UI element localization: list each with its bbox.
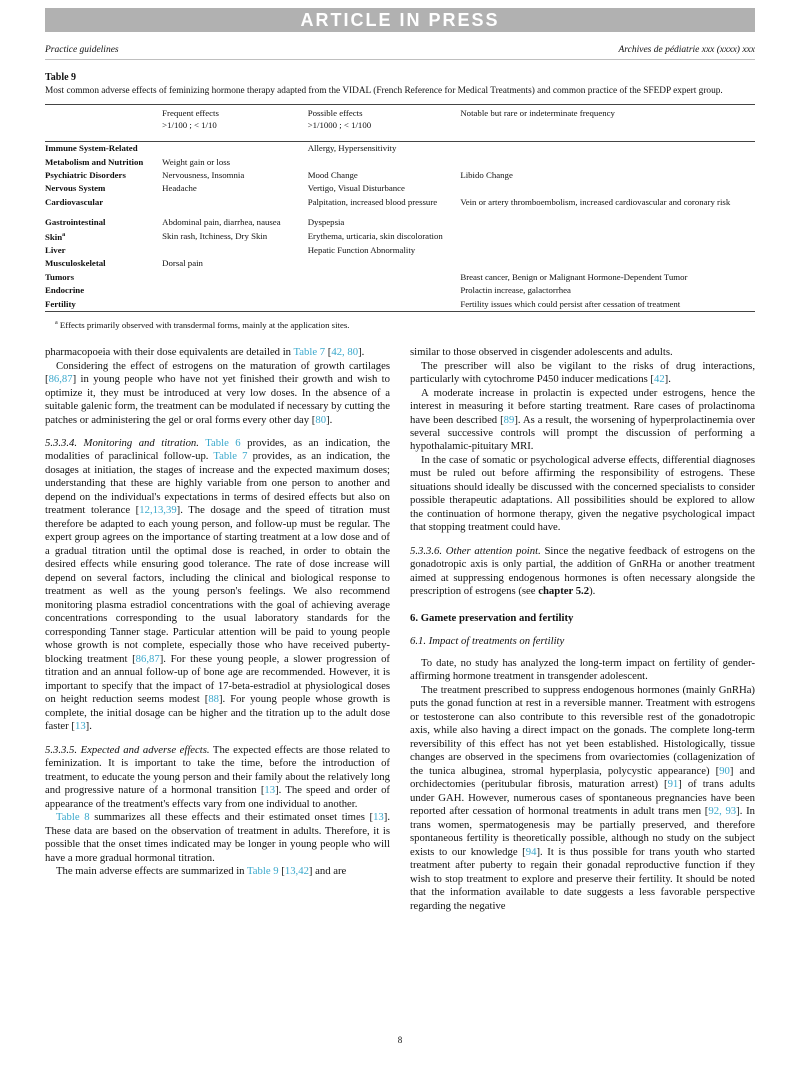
table-column-header [45,105,162,142]
table-row-category: Tumors [45,271,75,282]
citation-link[interactable]: 13 [373,811,384,824]
table-cell-possible: Hepatic Function Abnormality [307,244,416,255]
paragraph [45,346,390,359]
table-row [45,182,755,195]
table-cell-possible [308,257,461,270]
table-cell-rare [460,230,755,244]
table-row-category: Liver [45,244,66,255]
citation-link[interactable]: 89 [503,413,515,426]
table-row-category: Psychiatric Disorders [45,169,126,180]
text-segment: [ [278,865,285,878]
table-cell-rare: Breast cancer, Benign or Malignant Hormone-Dependent Tumor [460,271,688,282]
right-column [410,346,755,913]
text-segment: To date, no study has analyzed the long-term impact on fertility of gender-affirming hormone treatment in transgender adolescent. [410,656,755,683]
table-cell-frequent: Skin rash, Itchiness, Dry Skin [162,230,268,241]
left-column [45,346,390,913]
text-segment: ]. [358,346,365,359]
table-cell-frequent: Headache [162,183,197,194]
text-segment: Since the negative feedback of estrogens on the gonadotropic axis is only partial, the addition of GnRHa or another treatment aimed at suppressing endogenous hormones is often necessary alongside the prescription of estrogens (see [410,544,755,598]
bold-text: chapter 5.2 [538,585,590,598]
text-segment: ] of trans adults under GAH. However, numerous cases of spontaneous pregnancies have been reported after cessation of hormonal treatments in adult trans men [ [410,778,756,818]
table-cell-rare: Vein or artery thromboembolism, increased cardiovascular and coronary risk [460,196,731,207]
table-row [45,244,755,257]
text-segment: A moderate increase in prolactin is expected under estrogens, hence the interest in measuring it before starting treatment. Rare cases of prolactinoma have been described [ [410,386,755,426]
paragraph [45,437,390,734]
paragraph [45,744,390,811]
table-row [45,142,755,156]
table-cell-frequent [162,284,308,297]
citation-link[interactable]: 91 [667,778,679,791]
table-label: Table 9 [45,72,77,83]
citation-link[interactable]: 13,42 [284,865,309,878]
table-cell-possible [308,156,461,169]
table-cell-frequent [162,271,308,284]
table-row [45,284,755,297]
table-row-category: Endocrine [45,285,85,296]
text-segment: ]. [85,720,92,733]
table-column-header: Frequent effects >1/100 ; < 1/10 [162,108,219,130]
text-segment: ]. For young people whose growth is complete, the initial dosage can be higher and the titration up to the adult dose faster [ [45,693,390,733]
citation-link[interactable]: 90 [719,764,730,777]
table-cell-possible [308,271,461,284]
table-footnote [45,320,755,330]
table-cell-rare [460,244,755,257]
citation-link[interactable]: 42 [653,373,665,386]
table-cell-rare: Libido Change [460,169,513,180]
table-row [45,156,755,169]
citation-link[interactable]: 88 [208,693,219,706]
table-row-category: Fertility [45,298,76,309]
text-segment: The prescriber will also be vigilant to the risks of drug interactions, particularly with cytochrome P450 inducer medications [ [410,359,755,386]
table-cell-possible: Vertigo, Visual Disturbance [307,183,405,194]
text-segment: ]. In trans women, spermatogenesis may be partially preserved, and therefore spontaneous fertility is theoretically possible, although no study on the subject exists to our knowledge [ [410,805,756,858]
table-cell-rare [460,209,755,229]
footnote-marker: a [55,320,58,327]
table-cell-frequent: Dorsal pain [162,258,203,269]
citation-link[interactable]: Table 9 [247,865,279,878]
paragraph [45,360,390,427]
citation-link[interactable]: Table 7 [213,450,248,463]
text-segment: ]. These data are based on the observation of treatment in adults. Therefore, it is possible that the onset times indicated may be longer in young people who will have a more gradual hormonal titration. [45,811,390,864]
table-row [45,169,755,182]
table-cell-possible: Mood Change [307,169,358,180]
paragraph [410,346,755,359]
section-heading: 6. Gamete preservation and fertility [410,611,574,624]
table-cell-rare: Fertility issues which could persist after cessation of treatment [460,298,681,309]
paragraph [410,657,755,684]
run-in-heading: 5.3.3.5. Expected and adverse effects. [45,743,210,756]
citation-link[interactable]: 92, 93 [708,805,737,818]
journal-section-label: Practice guidelines [45,45,119,55]
citation-link[interactable]: Table 7 [293,346,326,359]
paragraph [45,811,390,865]
paragraph [410,684,755,913]
table-cell-frequent [162,196,308,209]
paragraph [45,865,390,878]
citation-link[interactable]: 94 [525,845,537,858]
table-cell-rare [460,156,755,169]
table-body [45,142,755,312]
table-cell-frequent: Nervousness, Insomnia [162,169,245,180]
paragraph [410,387,755,454]
text-segment: similar to those observed in cisgender adolescents and adults. [410,346,673,359]
citation-link[interactable]: 86,87 [135,652,160,665]
table-cell-frequent: Abdominal pain, diarrhea, nausea [162,217,281,228]
table-row [45,230,755,244]
table-cell-possible: Erythema, urticaria, skin discoloration [307,230,443,241]
subsection-heading: 6.1. Impact of treatments on fertility [410,634,565,647]
text-segment: ]. The dosage and the speed of titration must therefore be adapted to each young person, and follow-up must be regular. The expert group agrees on the importance of starting treatment at a low dose and of a gradual titration until the optimal dose is reached, in order to obtain the desired effects while ensuring good tolerance. The rate of dose increase will depend on several factors, including the clinical and biological response to treatment as well as the young person's feelings. We also recommend monitoring plasma estradiol concentrations with the goal of achieving average concentrations corresponding to the usual laboratory standards for the corresponding Tanner stage. Particular attention will be paid to young people whose growth is not complete, especially those who have received puberty-blocking treatment [ [45,504,390,665]
text-segment: Considering the effect of estrogens on the maturation of growth cartilages [ [45,359,390,386]
table-cell-rare [460,142,755,156]
paragraph [410,545,755,599]
article-in-press-banner: ARTICLE IN PRESS [45,8,755,32]
citation-link[interactable]: 13 [264,784,276,797]
text-segment: ] and orchidectomies (peritubular fibrosis, maturation arrest) [ [410,764,755,791]
text-segment: The expected effects are those related to feminization. It is important to take the time, before the introduction of treatment, to educate the young person and their family about the relatively long and progressive nature of a hormonal transition [ [45,743,390,797]
table-cell-rare [460,257,755,270]
text-segment: [ [325,346,332,359]
table-row [45,196,755,209]
text-segment: ). [589,585,596,598]
table-row-category: Metabolism and Nutrition [45,156,144,167]
article-body [45,346,755,913]
table-row-category: Nervous System [45,183,106,194]
table-cell-possible [308,284,461,297]
table-cell-possible: Allergy, Hypersensitivity [307,143,397,154]
text-segment: ]. [326,413,333,426]
text-segment: provides, as an indication, the dosages at initiation, the stages of increase and the expected maximum doses; understanding that these are highly variable from one person to another and depend on the individual's expectations in terms of desired effects but also on treatment tolerance [ [45,450,390,517]
table-row-category: Immune System-Related [45,143,138,154]
text-segment: The treatment prescribed to suppress endogenous hormones (mainly GnRHa) puts the gonad function at rest in a reversible manner. Treatment with estrogens or testosterone can also contribute to this reversible rest of the gonadotropic axis, while also having a direct impact on the gonads. The complete long-term reversibility of this effect has not yet been established. Histologically, tissue changes are observed in the specimens from ovariectomies (collagenization of the tunica albuginea, stromal hyperplasia, polycystic appearance) [ [410,683,755,777]
table-caption: Most common adverse effects of feminizing hormone therapy adapted from the VIDAL (French Reference for Medical Treatments) and common practice of the SFEDP expert group. [45,86,723,96]
paragraph [410,360,755,387]
text-segment: The main adverse effects are summarized in [56,865,248,878]
table-row-category: Musculoskeletal [45,258,106,269]
citation-link[interactable]: Table 6 [205,437,241,449]
table-row [45,298,755,312]
citation-link[interactable]: 86,87 [48,373,73,386]
text-segment: In the case of somatic or psychological adverse effects, differential diagnoses must be ruled out before affirming the responsibility of estrogens. These situations should ideally be discussed with the concerned specialists to consider possible therapeutic adaptations. All possibilities should be explored to allow the continuation of hormone therapy, given the negative psychological impact that stopping treatment could have. [410,453,755,534]
citation-link[interactable]: 13 [74,720,86,733]
footnote-text: Effects primarily observed with transdermal forms, mainly at the application sites. [57,320,350,331]
table-cell-rare: Prolactin increase, galactorrhea [460,285,571,296]
table-cell-frequent: Weight gain or loss [162,156,231,167]
table-row [45,209,755,229]
text-segment: provides, as an indication, the modalities of paraclinical follow-up. [45,437,390,463]
table-cell-rare [460,182,755,195]
citation-link[interactable]: 12,13,39 [139,504,177,517]
table-row-category: Gastrointestinal [45,217,106,228]
text-segment: ]. It is thus possible for trans youth who started treatment after puberty to regain their gonadal reproductive function if they wish to stop treatment to explore and preserve their fertility. It should be noted that the information available to date suggests a less favorable perspective regarding the negative [410,845,756,912]
paragraph [410,454,755,535]
text-segment: ]. [664,373,671,386]
citation-link[interactable]: 80 [315,413,327,426]
text-segment: ] and are [308,865,347,878]
text-segment: ]. The speed and order of appearance of the treatment's effects vary from one individual to another. [45,784,390,810]
table-cell-possible [308,298,461,312]
table-cell-frequent [162,298,308,312]
table-row [45,257,755,270]
table-cell-possible: Palpitation, increased blood pressure [307,196,438,207]
citation-link[interactable]: 42, 80 [331,346,359,359]
table-row-category: Cardiovascular [45,196,104,207]
citation-link[interactable]: Table 8 [56,811,90,824]
table-column-header: Possible effects >1/1000 ; < 1/100 [307,108,372,130]
table9-block [45,72,755,330]
table-column-header: Notable but rare or indeterminate frequency [460,108,615,119]
journal-citation-label: Archives de pédiatrie xxx (xxxx) xxx [618,45,755,55]
adverse-effects-table [45,104,755,312]
table-cell-frequent [162,142,308,156]
table-head [45,105,755,142]
table-row [45,271,755,284]
text-segment: ]. As a result, the worsening of hyperprolactinemia over several successive controls will prompt the discussion of performing a hypothalamic-pituitary MRI. [410,413,756,453]
run-in-heading: 5.3.3.6. Other attention point. [410,544,541,557]
table-row-category: Skin$^a$ [45,231,66,242]
text-segment: summarizes all these effects and their estimated onset times [ [89,811,374,824]
run-in-heading: 5.3.3.4. Monitoring and titration. [45,437,199,449]
table-cell-frequent [162,244,308,257]
text-segment: pharmacopoeia with their dose equivalents are detailed in [45,346,294,359]
text-segment: ]. For these young people, a slower progression of titration and an annual follow-up of bone age are recommended. However, it is important to specify that the impact of 17-beta-estradiol at physiological doses on height reduction seems modest [ [45,652,390,706]
running-header [45,45,755,60]
text-segment: ] in young people who have not yet finished their growth and wish to optimize it, they must be introduced at very low doses. In the absence of a suitable galenic form, the treatment can be modulated if necessary by cutting the patches or administering the gel or oral forms every other day [ [45,373,390,426]
page-number: 8 [397,1035,403,1045]
table-cell-possible: Dyspepsia [307,217,345,228]
